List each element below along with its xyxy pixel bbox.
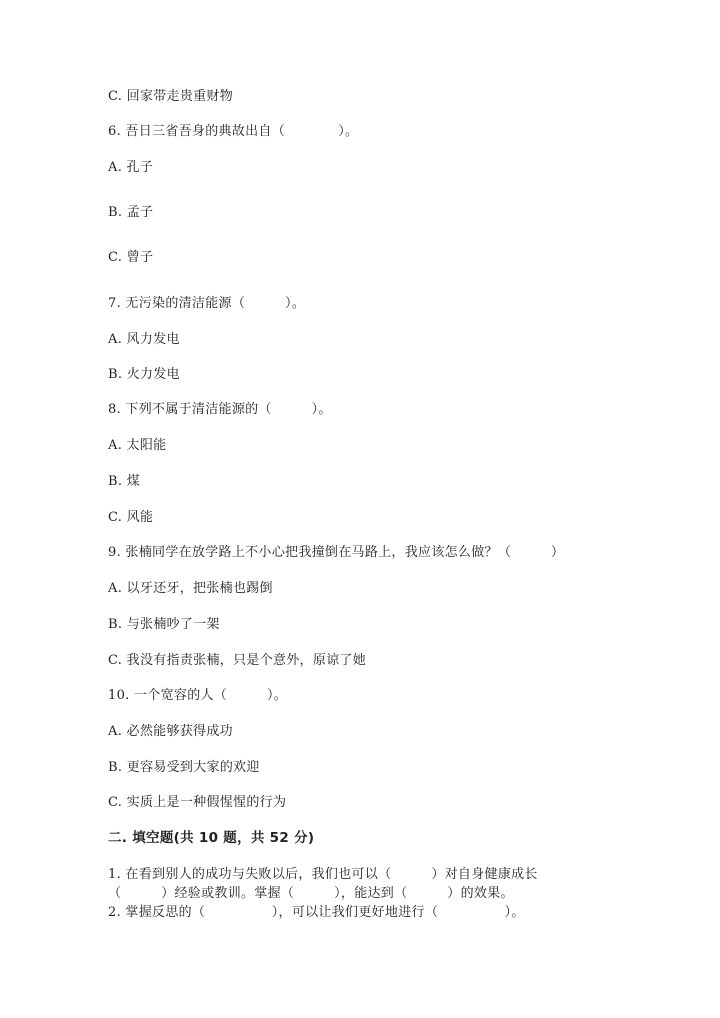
option-b-q7: B. 火力发电 (108, 367, 180, 382)
section-title: 二. 填空题(共 10 题，共 52 分) (108, 830, 315, 846)
option-a-q7: A. 风力发电 (108, 332, 180, 347)
option-a-q8: A. 太阳能 (108, 438, 167, 453)
question-9: 9. 张楠同学在放学路上不小心把我撞倒在马路上，我应该怎么做？（ ） (108, 545, 565, 560)
question-8: 8. 下列不属于清洁能源的（ ）。 (108, 402, 332, 417)
fill-blank-q2: 2. 掌握反思的（ ），可以让我们更好地进行（ ）。 (108, 905, 525, 920)
option-c-q6: C. 曾子 (108, 250, 154, 265)
option-c-q5: C. 回家带走贵重财物 (108, 89, 234, 104)
option-b-q10: B. 更容易受到大家的欢迎 (108, 760, 260, 775)
option-c-q8: C. 风能 (108, 510, 154, 525)
option-a-q6: A. 孔子 (108, 160, 154, 175)
fill-blank-q1-line1: 1. 在看到别人的成功与失败以后，我们也可以（ ）对自身健康成长 (108, 867, 538, 882)
option-c-q9: C. 我没有指责张楠，只是个意外，原谅了她 (108, 653, 367, 668)
question-10: 10. 一个宽容的人（ ）。 (108, 688, 288, 703)
option-a-q10: A. 必然能够获得成功 (108, 724, 233, 739)
option-b-q8: B. 煤 (108, 474, 141, 489)
option-a-q9: A. 以牙还牙，把张楠也踢倒 (108, 581, 273, 596)
option-b-q9: B. 与张楠吵了一架 (108, 617, 220, 632)
question-6: 6. 吾日三省吾身的典故出自（ ）。 (108, 124, 359, 139)
option-b-q6: B. 孟子 (108, 205, 154, 220)
option-c-q10: C. 实质上是一种假惺惺的行为 (108, 795, 287, 810)
fill-blank-q1-line2: （ ）经验或教训。掌握（ ），能达到（ ）的效果。 (108, 886, 514, 901)
question-7: 7. 无污染的清洁能源（ ）。 (108, 296, 306, 311)
